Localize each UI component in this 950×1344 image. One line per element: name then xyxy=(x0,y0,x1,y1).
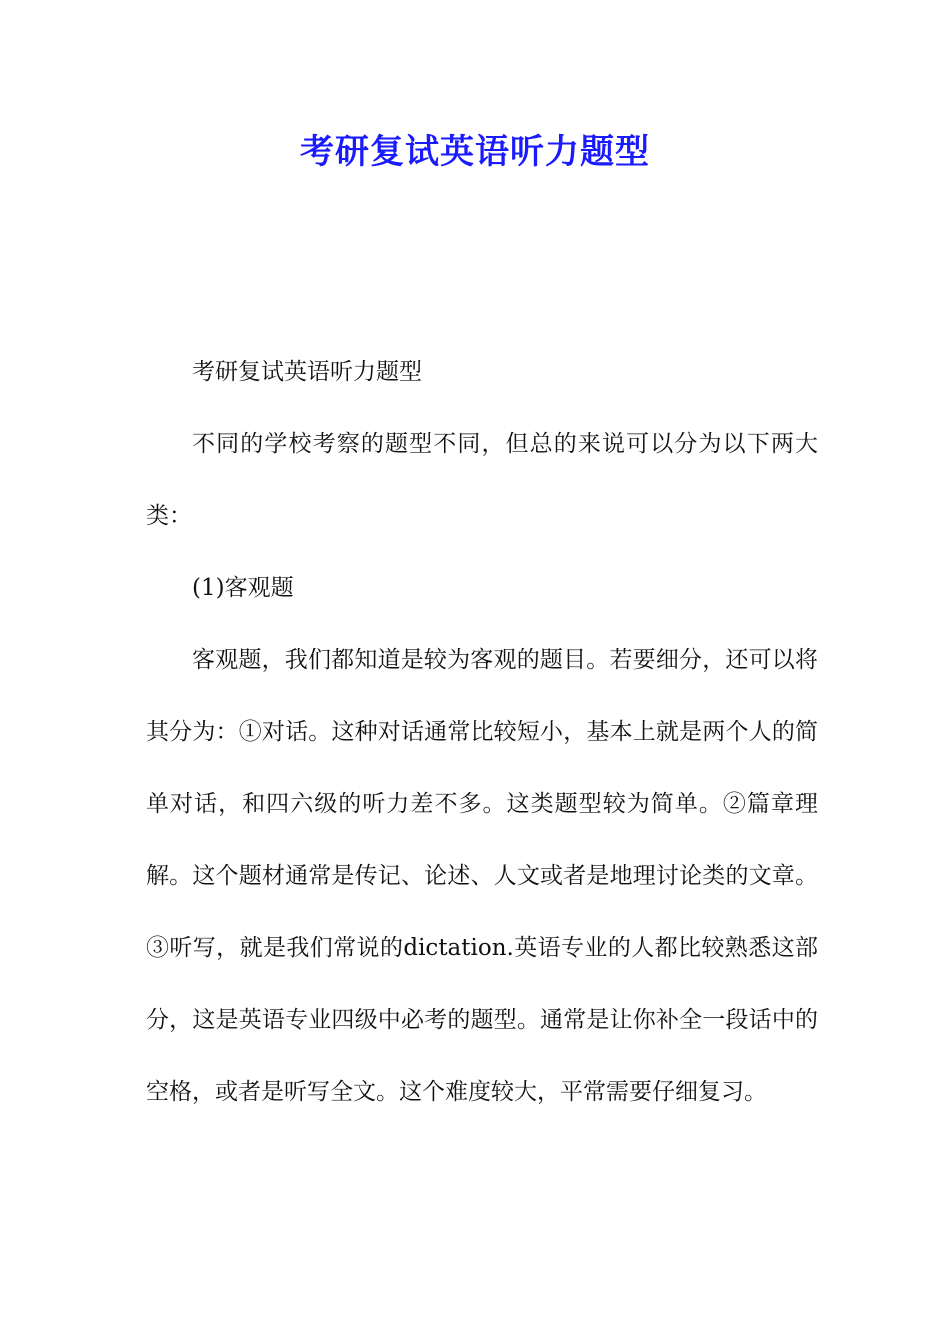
paragraph-objective-questions: 客观题，我们都知道是较为客观的题目。若要细分，还可以将其分为：①对话。这种对话通常比较短小，基本上就是两个人的简单对话，和四六级的听力差不多。这类题型较为简单。②篇章理解。这个题材通常是传记、论述、人文或者是地理讨论类的文章。③听写，就是我们常说的dictation.英语专业的人都比较熟悉这部分，这是英语专业四级中必考的题型。通常是让你补全一段话中的空格，或者是听写全文。这个难度较大，平常需要仔细复习。 xyxy=(146,647,818,1105)
paragraph-intro: 不同的学校考察的题型不同，但总的来说可以分为以下两大类： xyxy=(146,431,818,529)
paragraph-subtitle: 考研复试英语听力题型 xyxy=(192,359,422,385)
document-body xyxy=(146,336,818,1128)
paragraph-section-heading: (1)客观题 xyxy=(192,575,294,601)
document-title: 考研复试英语听力题型 xyxy=(300,132,650,172)
